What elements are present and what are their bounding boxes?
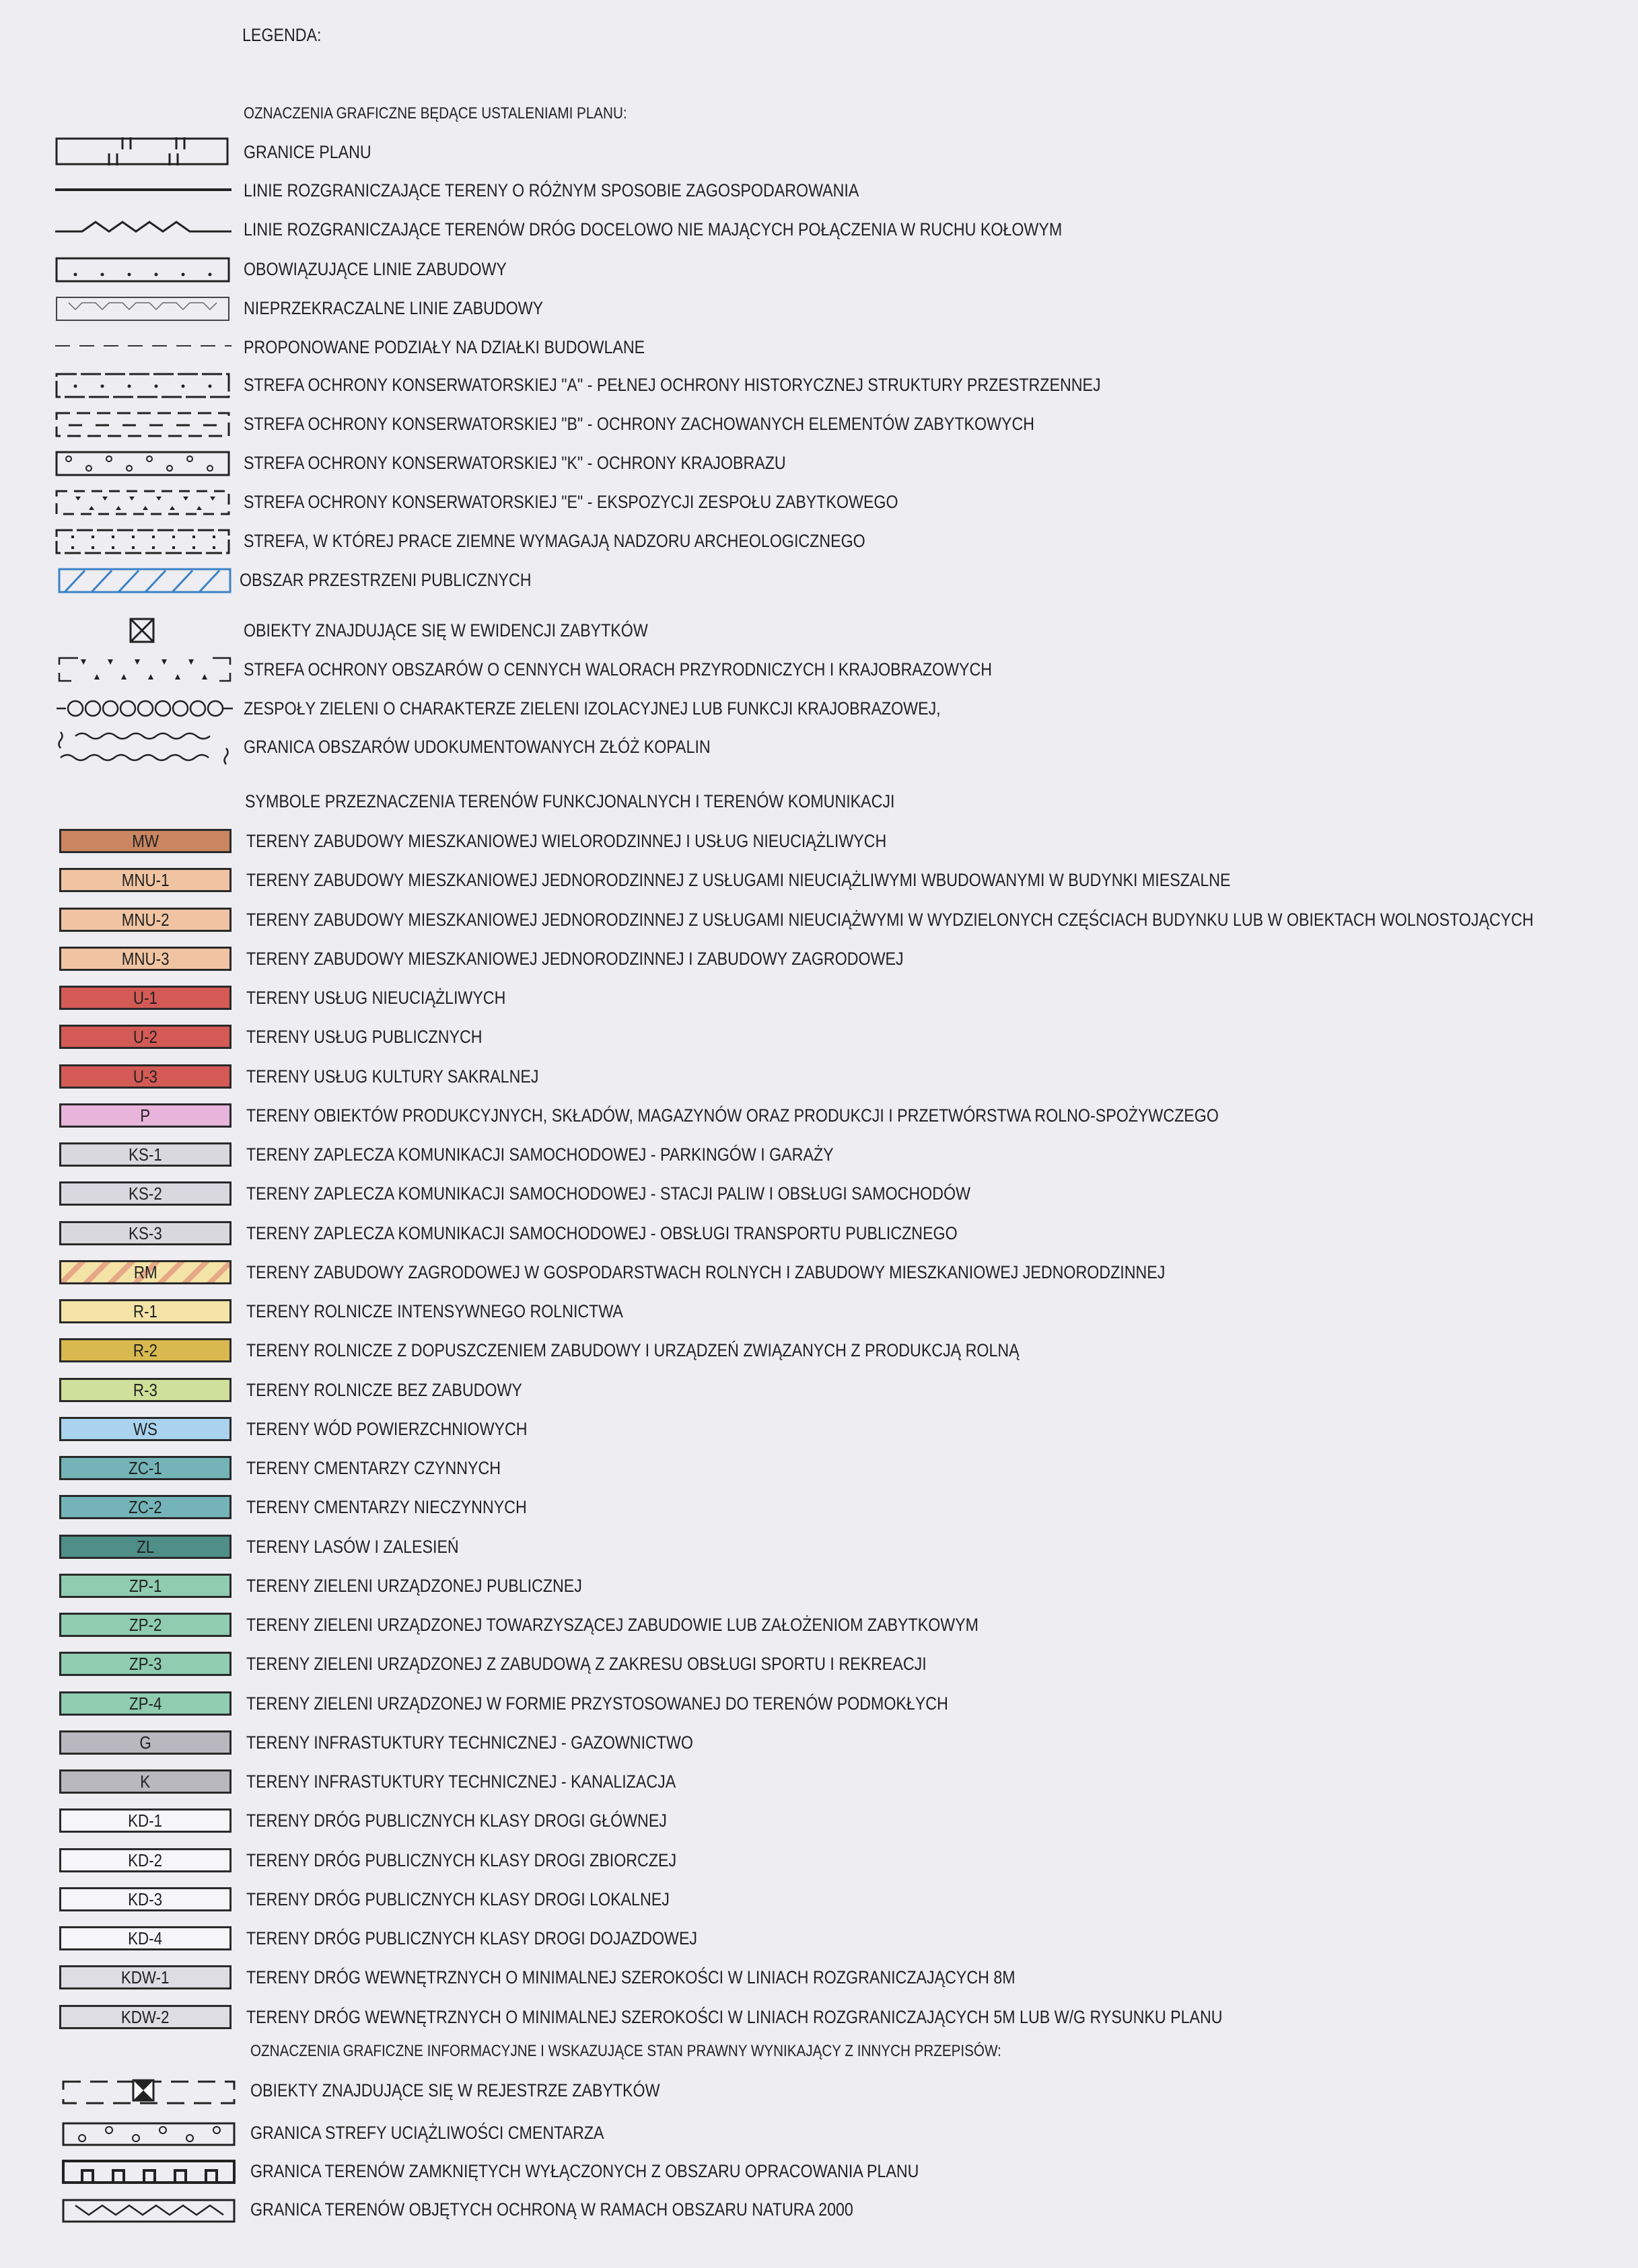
section-heading-symbols: SYMBOLE PRZEZNACZENIA TERENÓW FUNKCJONALNYCH I TERENÓW KOMUNIKACJI bbox=[245, 791, 895, 811]
zone-code: ZC-1 bbox=[129, 1457, 162, 1478]
zone-swatch bbox=[59, 1338, 232, 1362]
zone-code: R-1 bbox=[133, 1301, 158, 1321]
legend-label: STREFA OCHRONY KONSERWATORSKIEJ "E" - EKSPOZYCJI ZESPOŁU ZABYTKOWEGO bbox=[244, 492, 898, 512]
zone-label: TERENY INFRASTUKTURY TECHNICZNEJ - GAZOWNICTWO bbox=[246, 1732, 693, 1753]
zone-swatch bbox=[59, 1730, 232, 1755]
zone-label: TERENY USŁUG NIEUCIĄŻLIWYCH bbox=[246, 988, 506, 1008]
archeology-zone-icon bbox=[55, 529, 232, 556]
zone-code: ZP-2 bbox=[129, 1614, 162, 1635]
zone-code: ZL bbox=[136, 1536, 155, 1557]
zone-code: RM bbox=[133, 1261, 157, 1282]
zone-code: R-3 bbox=[133, 1379, 158, 1400]
zone-label: TERENY INFRASTUKTURY TECHNICZNEJ - KANALIZACJA bbox=[246, 1771, 676, 1792]
zone-code: MW bbox=[132, 830, 159, 851]
zone-label: TERENY ZIELENI URZĄDZONEJ Z ZABUDOWĄ Z ZAKRESU OBSŁUGI SPORTU I REKREACJI bbox=[246, 1654, 927, 1674]
zone-label: TERENY DRÓG WEWNĘTRZNYCH O MINIMALNEJ SZEROKOŚCI W LINIACH ROZGRANICZAJĄCYCH 5M LUB W/G RYSUNKU PLANU bbox=[246, 2007, 1223, 2027]
legend-label: LINIE ROZGRANICZAJĄCE TERENY O RÓŻNYM SPOSOBIE ZAGOSPODAROWANIA bbox=[244, 180, 859, 200]
legend-label: STREFA OCHRONY KONSERWATORSKIEJ "B" - OCHRONY ZACHOWANYCH ELEMENTÓW ZABYTKOWYCH bbox=[244, 414, 1035, 434]
public-space-hatch-icon bbox=[58, 568, 233, 595]
zone-label: TERENY USŁUG KULTURY SAKRALNEJ bbox=[246, 1066, 539, 1087]
zone-code: P bbox=[140, 1105, 151, 1126]
zone-swatch bbox=[59, 1417, 232, 1441]
dashed-line-icon bbox=[55, 342, 232, 350]
zone-label: TERENY DRÓG PUBLICZNYCH KLASY DROGI DOJAZDOWEJ bbox=[246, 1928, 698, 1948]
cemetery-nuisance-icon bbox=[62, 2121, 237, 2148]
legend-label: ZESPOŁY ZIELENI O CHARAKTERZE ZIELENI IZOLACYJNEJ LUB FUNKCJI KRAJOBRAZOWEJ, bbox=[244, 698, 941, 719]
legend-label: STREFA, W KTÓREJ PRACE ZIEMNE WYMAGAJĄ NADZORU ARCHEOLOGICZNEGO bbox=[244, 531, 865, 551]
registered-monument-icon bbox=[62, 2079, 237, 2106]
natura-2000-icon bbox=[62, 2197, 237, 2224]
zone-label: TERENY DRÓG PUBLICZNYCH KLASY DROGI GŁÓWNEJ bbox=[246, 1810, 667, 1831]
zone-swatch bbox=[59, 947, 232, 971]
legend-title: LEGENDA: bbox=[242, 25, 322, 45]
zone-code: G bbox=[139, 1732, 151, 1753]
zone-code: U-3 bbox=[133, 1066, 158, 1087]
zone-code: KD-1 bbox=[128, 1810, 163, 1831]
zone-swatch bbox=[59, 1456, 232, 1480]
zone-code: KDW-1 bbox=[121, 1967, 170, 1987]
zone-swatch bbox=[59, 1887, 232, 1911]
zone-swatch bbox=[59, 908, 232, 932]
legend-label: GRANICA STREFY UCIĄŻLIWOŚCI CMENTARZA bbox=[250, 2123, 604, 2143]
zone-label: TERENY ZABUDOWY MIESZKANIOWEJ JEDNORODZINNEJ I ZABUDOWY ZAGRODOWEJ bbox=[246, 949, 904, 969]
zone-label: TERENY ZAPLECZA KOMUNIKACJI SAMOCHODOWEJ - STACJI PALIW I OBSŁUGI SAMOCHODÓW bbox=[246, 1183, 970, 1204]
legend-label: NIEPRZEKRACZALNE LINIE ZABUDOWY bbox=[244, 298, 544, 318]
zone-code: KS-3 bbox=[129, 1222, 162, 1243]
zone-label: TERENY ZABUDOWY MIESZKANIOWEJ JEDNORODZINNEJ Z USŁUGAMI NIEUCIĄŻLIWYMI WBUDOWANYMI W BUDYNKI MIESZALNE bbox=[246, 870, 1231, 890]
legend-label: GRANICA TERENÓW ZAMKNIĘTYCH WYŁĄCZONYCH Z OBSZARU OPRACOWANIA PLANU bbox=[250, 2161, 919, 2181]
zone-swatch bbox=[59, 2005, 232, 2029]
mandatory-building-line-icon bbox=[55, 257, 232, 284]
closed-area-icon bbox=[62, 2158, 237, 2185]
zone-swatch bbox=[59, 1848, 232, 1872]
zone-swatch bbox=[59, 1260, 232, 1284]
zone-swatch bbox=[59, 1926, 232, 1950]
zone-label: TERENY OBIEKTÓW PRODUKCYJNYCH, SKŁADÓW, MAGAZYNÓW ORAZ PRODUKCJI I PRZETWÓRSTWA ROLNO-SPOŻYWCZEGO bbox=[246, 1105, 1219, 1126]
zone-swatch bbox=[59, 1613, 232, 1637]
zone-code: MNU-2 bbox=[121, 909, 170, 930]
plan-boundary-icon bbox=[55, 137, 230, 167]
zone-b-icon bbox=[55, 412, 232, 439]
zone-code: KDW-2 bbox=[121, 2006, 170, 2027]
nature-zone-icon bbox=[58, 655, 233, 684]
zone-label: TERENY ROLNICZE Z DOPUSZCZENIEM ZABUDOWY I URZĄDZEŃ ZWIĄZANYCH Z PRODUKCJĄ ROLNĄ bbox=[246, 1340, 1020, 1360]
zone-code: K bbox=[140, 1771, 151, 1792]
zone-code: WS bbox=[133, 1418, 158, 1439]
zone-label: TERENY ZABUDOWY MIESZKANIOWEJ WIELORODZINNEJ I USŁUG NIEUCIĄŻLIWYCH bbox=[246, 831, 887, 851]
zone-label: TERENY DRÓG WEWNĘTRZNYCH O MINIMALNEJ SZEROKOŚCI W LINIACH ROZGRANICZAJĄCYCH 8M bbox=[246, 1967, 1016, 1987]
zone-code: MNU-3 bbox=[121, 948, 170, 969]
zone-label: TERENY ZIELENI URZĄDZONEJ W FORMIE PRZYSTOSOWANEJ DO TERENÓW PODMOKŁYCH bbox=[246, 1693, 948, 1714]
zigzag-line-icon bbox=[55, 217, 232, 237]
zone-label: TERENY ZIELENI URZĄDZONEJ TOWARZYSZĄCEJ ZABUDOWIE LUB ZAŁOŻENIOM ZABYTKOWYM bbox=[246, 1615, 979, 1635]
zone-swatch bbox=[59, 1221, 232, 1245]
zone-label: TERENY CMENTARZY CZYNNYCH bbox=[246, 1458, 501, 1478]
zone-code: MNU-1 bbox=[121, 869, 170, 890]
wavy-boundary-icon bbox=[57, 728, 233, 767]
zone-e-icon bbox=[55, 490, 232, 517]
legend-label: OBOWIĄZUJĄCE LINIE ZABUDOWY bbox=[244, 259, 507, 279]
zone-swatch bbox=[59, 1769, 232, 1794]
zone-label: TERENY ZAPLECZA KOMUNIKACJI SAMOCHODOWEJ - OBSŁUGI TRANSPORTU PUBLICZNEGO bbox=[246, 1223, 958, 1243]
legend-label: GRANICE PLANU bbox=[244, 142, 371, 162]
zone-label: TERENY ZABUDOWY MIESZKANIOWEJ JEDNORODZINNEJ Z USŁUGAMI NIEUCIĄŻWYMI W WYDZIELONYCH CZĘŚCIACH BUDYNKU LUB W OBIEKTACH WOLNOSTOJĄCYCH bbox=[246, 910, 1534, 930]
green-circles-icon bbox=[57, 698, 233, 719]
zone-code: KS-2 bbox=[129, 1183, 162, 1204]
zone-swatch bbox=[59, 1652, 232, 1676]
zone-swatch bbox=[59, 1103, 232, 1128]
legend-label: STREFA OCHRONY OBSZARÓW O CENNYCH WALORACH PRZYRODNICZYCH I KRAJOBRAZOWYCH bbox=[244, 659, 993, 680]
zone-swatch bbox=[59, 1025, 232, 1049]
zone-swatch bbox=[59, 1378, 232, 1402]
zone-swatch bbox=[59, 1495, 232, 1519]
zone-label: TERENY CMENTARZY NIECZYNNYCH bbox=[246, 1497, 527, 1517]
section-heading-info: OZNACZENIA GRAFICZNE INFORMACYJNE I WSKAZUJĄCE STAN PRAWNY WYNIKAJĄCY Z INNYCH PRZEPISÓW: bbox=[250, 2042, 1001, 2060]
zone-a-icon bbox=[55, 373, 232, 400]
zone-swatch bbox=[59, 1299, 232, 1323]
zone-code: ZP-3 bbox=[129, 1653, 162, 1674]
non-exceedable-building-line-icon bbox=[55, 296, 232, 323]
zone-code: KD-2 bbox=[128, 1850, 163, 1870]
zone-swatch bbox=[59, 1965, 232, 1989]
legend-label: OBSZAR PRZESTRZENI PUBLICZNYCH bbox=[240, 570, 532, 590]
zone-code: KD-3 bbox=[128, 1889, 163, 1909]
zone-code: R-2 bbox=[133, 1340, 158, 1360]
legend-label: OBIEKTY ZNAJDUJĄCE SIĘ W REJESTRZE ZABYTKÓW bbox=[250, 2080, 660, 2100]
zone-swatch bbox=[59, 829, 232, 853]
zone-label: TERENY ZIELENI URZĄDZONEJ PUBLICZNEJ bbox=[246, 1576, 582, 1596]
zone-label: TERENY WÓD POWIERZCHNIOWYCH bbox=[246, 1419, 528, 1439]
zone-swatch bbox=[59, 1574, 232, 1598]
zone-label: TERENY DRÓG PUBLICZNYCH KLASY DROGI ZBIORCZEJ bbox=[246, 1850, 677, 1870]
zone-swatch bbox=[59, 1142, 232, 1167]
zone-code: ZP-1 bbox=[129, 1575, 162, 1596]
legend-label: PROPONOWANE PODZIAŁY NA DZIAŁKI BUDOWLANE bbox=[244, 337, 645, 357]
zone-code: KD-4 bbox=[128, 1928, 163, 1948]
zone-label: TERENY USŁUG PUBLICZNYCH bbox=[246, 1027, 483, 1047]
zone-code: ZP-4 bbox=[129, 1693, 162, 1714]
zone-swatch bbox=[59, 1064, 232, 1089]
zone-swatch bbox=[59, 1181, 232, 1206]
zone-label: TERENY ROLNICZE INTENSYWNEGO ROLNICTWA bbox=[246, 1301, 623, 1321]
zone-label: TERENY DRÓG PUBLICZNYCH KLASY DROGI LOKALNEJ bbox=[246, 1889, 670, 1909]
monument-box-icon bbox=[129, 618, 156, 645]
zone-swatch bbox=[59, 1535, 232, 1559]
zone-code: U-2 bbox=[133, 1026, 158, 1047]
legend-label: OBIEKTY ZNAJDUJĄCE SIĘ W EWIDENCJI ZABYTKÓW bbox=[244, 620, 648, 641]
zone-label: TERENY LASÓW I ZALESIEŃ bbox=[246, 1537, 459, 1557]
legend-label: STREFA OCHRONY KONSERWATORSKIEJ "A" - PEŁNEJ OCHRONY HISTORYCZNEJ STRUKTURY PRZESTRZENNEJ bbox=[244, 375, 1101, 395]
zone-label: TERENY ZABUDOWY ZAGRODOWEJ W GOSPODARSTWACH ROLNYCH I ZABUDOWY MIESZKANIOWEJ JEDNORODZINNEJ bbox=[246, 1262, 1166, 1282]
section-heading-plan: OZNACZENIA GRAFICZNE BĘDĄCE USTALENIAMI PLANU: bbox=[244, 104, 627, 122]
zone-label: TERENY ZAPLECZA KOMUNIKACJI SAMOCHODOWEJ - PARKINGÓW I GARAŻY bbox=[246, 1144, 834, 1165]
zone-swatch bbox=[59, 986, 232, 1010]
zone-label: TERENY ROLNICZE BEZ ZABUDOWY bbox=[246, 1380, 522, 1400]
zone-code: U-1 bbox=[133, 987, 158, 1008]
zone-swatch bbox=[59, 868, 232, 892]
solid-line-icon bbox=[55, 184, 232, 195]
zone-code: KS-1 bbox=[129, 1144, 162, 1165]
zone-swatch bbox=[59, 1691, 232, 1716]
legend-label: GRANICA TERENÓW OBJĘTYCH OCHRONĄ W RAMACH OBSZARU NATURA 2000 bbox=[250, 2199, 853, 2220]
legend-label: STREFA OCHRONY KONSERWATORSKIEJ "K" - OCHRONY KRAJOBRAZU bbox=[244, 453, 786, 473]
zone-swatch bbox=[59, 1808, 232, 1833]
legend-label: LINIE ROZGRANICZAJĄCE TERENÓW DRÓG DOCELOWO NIE MAJĄCYCH POŁĄCZENIA W RUCHU KOŁOWYM bbox=[244, 219, 1063, 240]
legend-label: GRANICA OBSZARÓW UDOKUMENTOWANYCH ZŁÓŻ KOPALIN bbox=[244, 737, 711, 757]
zone-k-icon bbox=[55, 451, 232, 478]
zone-code: ZC-2 bbox=[129, 1496, 162, 1517]
